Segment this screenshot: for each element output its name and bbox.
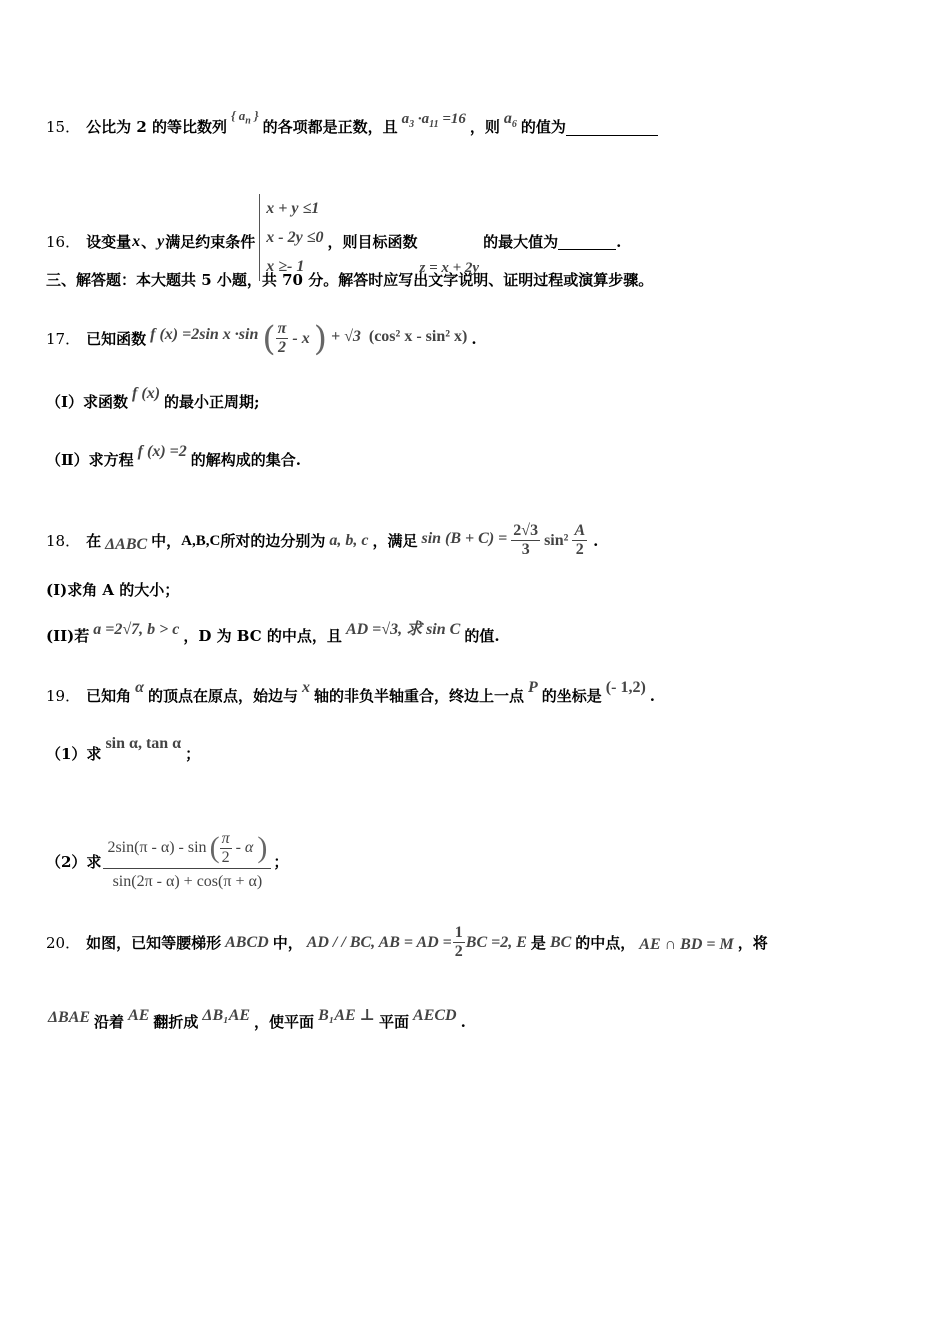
pi-over-2: $\frac{\pi}{2}$ <box>277 320 287 356</box>
q15-text-3: ，则 <box>469 118 500 137</box>
q15-text-2: 的各项都是正数，且 <box>262 118 398 137</box>
q20-text-1: 如图，已知等腰梯形 <box>86 933 222 952</box>
q19-part-2-end: ； <box>273 852 289 871</box>
point-p-coord: (- 1,2) <box>605 679 646 696</box>
q15-condition: $a_3 \cdot a_{11} =16$ <box>401 111 466 131</box>
triangle-bae: ΔBAE <box>48 1009 91 1026</box>
question-19 <box>46 679 920 706</box>
q18-part-1: (I)求角 A 的大小； <box>46 581 180 599</box>
q19-part-1-math: sin α, tan α <box>105 735 182 752</box>
a-over-2: $\frac{A}{2}$ <box>574 522 586 558</box>
q19-text-3: 轴的非负半轴重合，终边上一点 <box>313 687 524 705</box>
one-half: $\frac{1}{2}$ <box>454 924 463 960</box>
q15-text-1: 公比为 2 的等比数列 <box>86 118 227 137</box>
q18-part-2-math: a =2√7, b > c <box>93 621 180 638</box>
q19-part-1-end: ； <box>185 745 201 763</box>
segment-bc: BC <box>549 933 572 951</box>
q18-text-2: 中， <box>151 531 182 550</box>
q19-end: . <box>649 687 656 705</box>
q17-end: . <box>471 329 477 348</box>
q19-text-2: 的顶点在原点，始边与 <box>147 687 298 705</box>
q19-part-1-label: （1）求 <box>46 745 102 763</box>
q18-end: . <box>593 531 599 550</box>
q15-a6: $a_6$ <box>503 110 517 131</box>
answer-blank <box>566 119 658 136</box>
plane-b1ae: B₁AE ⊥ <box>318 1007 376 1024</box>
q17-part-2 <box>46 443 920 470</box>
objective-function: z = x + 2y <box>419 259 480 276</box>
two-root3-over-3: $\frac{2√3}{3}$ <box>513 522 539 558</box>
q18-text-3: 所对的边分别为 <box>220 531 326 550</box>
var-y: y <box>157 232 165 250</box>
q20-text-9: 平面 <box>379 1013 410 1031</box>
question-number: 18． <box>46 531 81 550</box>
q17-part-1-label: （Ⅰ）求函数 <box>46 393 129 411</box>
q15-text-4: 的值为 <box>520 118 566 137</box>
question-20-cont <box>48 1007 920 1032</box>
triangle-abc: ΔABC <box>105 535 148 553</box>
var-x: x <box>301 679 310 696</box>
q17-formula-1: f (x) =2sin x ·sin <box>150 325 259 343</box>
q20-condition-2: BC =2, E <box>465 933 527 951</box>
q19-denominator: sin(2π - α) + cos(π + α) <box>112 873 263 890</box>
q18-text-4: ，满足 <box>372 531 418 550</box>
q19-part-1 <box>46 735 920 764</box>
q15-sequence: { $a_n$ } <box>230 108 259 127</box>
q20-text-2: 中， <box>272 933 303 952</box>
question-number: 17． <box>46 329 81 348</box>
constraint-system <box>259 194 323 281</box>
q19-numerator: 2sin(π - α) - sin ( $\frac{\pi}{2}$ - α ) <box>103 828 271 869</box>
q19-fraction <box>103 828 271 895</box>
trapezoid-abcd: ABCD <box>225 933 269 951</box>
q18-part-2-text-1: ，D 为 BC 的中点，且 <box>183 627 342 645</box>
q20-end: . <box>460 1013 466 1031</box>
question-number: 16． <box>46 232 81 251</box>
angle-alpha: α <box>135 679 144 696</box>
q18-equation: sin (B + C) = <box>421 529 508 547</box>
q17-formula-3: (cos² x - sin² x) <box>368 327 468 345</box>
q19-text-1: 已知角 <box>86 687 132 705</box>
constraint-2: x - 2y ≤0 <box>266 229 324 246</box>
q19-part-2 <box>46 828 920 895</box>
q20-text-3: 是 <box>530 933 546 952</box>
plane-aecd: AECD <box>413 1007 457 1024</box>
q17-formula-2: + √3 <box>330 327 361 345</box>
q18-part-2-text-2: 的值. <box>464 627 500 645</box>
minus-x: - x <box>292 329 310 347</box>
q16-text-4: 的最大值为 <box>483 232 559 251</box>
question-15 <box>46 108 920 140</box>
q16-text-2: 满足约束条件 <box>165 232 256 251</box>
q17-part-1-text: 的最小正周期; <box>164 393 260 411</box>
question-number: 20． <box>46 933 81 952</box>
q19-text-4: 的坐标是 <box>541 687 602 705</box>
question-17 <box>46 320 920 357</box>
q18-sides: a, b, c <box>329 531 369 549</box>
question-18 <box>46 522 920 559</box>
question-number: 19． <box>46 687 81 705</box>
q18-part-2 <box>46 621 920 646</box>
q20-text-4: 的中点， <box>575 933 636 952</box>
var-x: x <box>132 232 141 250</box>
q17-part-2-text: 的解构成的集合. <box>190 451 301 469</box>
q18-part-2-label: (II)若 <box>46 627 90 645</box>
q19-part-2-label: （2）求 <box>46 852 102 871</box>
constraint-1: x + y ≤1 <box>266 200 320 217</box>
answer-blank <box>558 233 616 250</box>
point-p: P <box>528 679 538 696</box>
q16-text-3: 则目标函数 <box>342 232 418 251</box>
question-20 <box>46 924 920 961</box>
paren-right: ) <box>313 318 327 359</box>
sin-squared: sin² <box>544 531 569 549</box>
q16-end: . <box>616 232 622 251</box>
triangle-b1ae: ΔB₁AE <box>202 1007 251 1024</box>
section-heading: 三、解答题：本大题共 5 小题，共 70 分。解答时应写出文字说明、证明过程或演算步骤。 <box>46 271 654 289</box>
q20-text-5: ，将 <box>737 933 768 952</box>
constraint-3: x ≥- 1 <box>266 258 305 275</box>
q18-text-1: 在 <box>86 531 102 550</box>
q16-comma: ， <box>327 232 343 251</box>
q20-text-8: ，使平面 <box>254 1013 315 1031</box>
question-number: 15． <box>46 118 81 137</box>
q16-text-1: 设变量 <box>86 232 132 251</box>
q17-part-1 <box>46 385 920 412</box>
q20-condition-1: AD / / BC, AB = AD = <box>306 933 452 951</box>
paren-left: ( <box>262 318 276 359</box>
q17-part-2-math: f (x) =2 <box>137 443 187 460</box>
q17-text-1: 已知函数 <box>86 329 147 348</box>
q20-text-7: 翻折成 <box>153 1013 199 1031</box>
q20-text-6: 沿着 <box>94 1013 125 1031</box>
intersection-m: AE ∩ BD = M <box>639 935 734 953</box>
segment-ae: AE <box>128 1007 150 1024</box>
q18-part-2-math-2: AD =√3, 求 sin C <box>345 621 461 638</box>
q18-vertices: A,B,C <box>181 532 221 549</box>
q17-part-1-math: f (x) <box>132 385 161 402</box>
q16-sep: 、 <box>141 232 157 251</box>
q17-part-2-label: （Ⅱ）求方程 <box>46 451 134 469</box>
